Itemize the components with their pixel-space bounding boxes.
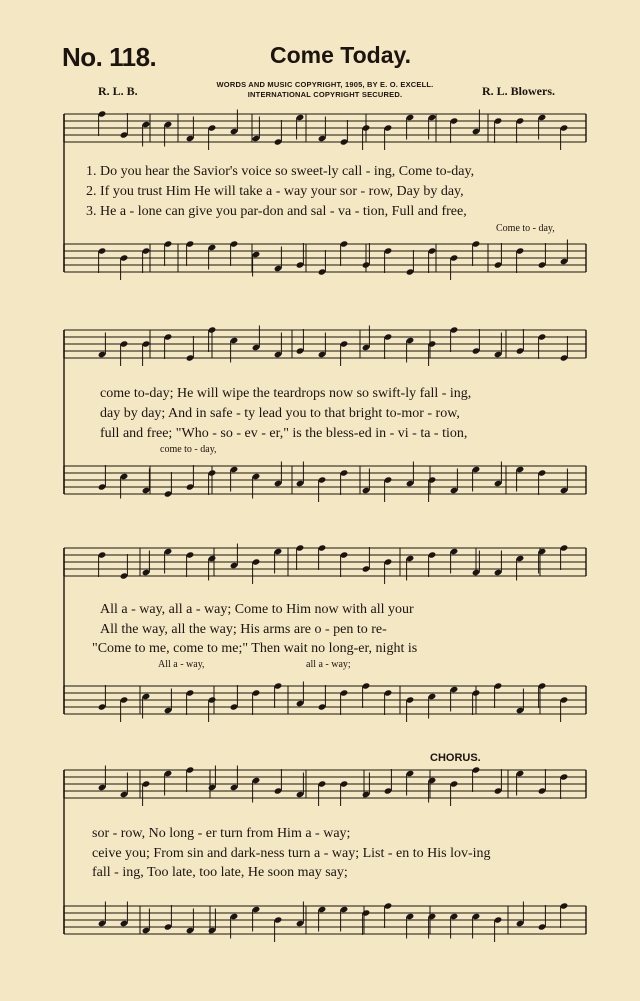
composer-credit: R. L. Blowers.	[482, 84, 555, 98]
echo-text: all a - way;	[306, 659, 351, 670]
echo-text: Come to - day,	[496, 223, 555, 234]
copyright-line: INTERNATIONAL COPYRIGHT SECURED.	[247, 90, 403, 99]
copyright-line: WORDS AND MUSIC COPYRIGHT, 1905, BY E. O. EXCELL.	[216, 80, 434, 89]
note-heads	[98, 110, 569, 943]
hymn-title: Come Today.	[270, 42, 411, 68]
hymn-number: No. 118.	[62, 42, 157, 72]
lyricist-credit: R. L. B.	[98, 84, 138, 98]
echo-text: All a - way,	[158, 659, 205, 670]
lyric-line: 3. He a - lone can give you par-don and sal - va - tion, Full and free,	[86, 204, 467, 219]
echo-text: come to - day,	[160, 444, 217, 455]
lyric-line: full and free; "Who - so - ev - er," is the bless-ed in - vi - ta - tion,	[100, 426, 468, 441]
staff-lines	[64, 114, 586, 934]
lyric-line: fall - ing, Too late, too late, He soon may say;	[92, 865, 348, 880]
lyric-line: sor - row, No long - er turn from Him a - way;	[92, 826, 351, 841]
chorus-label: CHORUS.	[430, 752, 481, 764]
lyric-line: "Come to me, come to me;" Then wait no long-er, night is	[92, 641, 418, 656]
lyric-line: All the way, all the way; His arms are o - pen to re-	[100, 622, 387, 637]
lyric-line: day by day; And in safe - ty lead you to that bright to-mor - row,	[100, 406, 460, 421]
lyric-line: ceive you; From sin and dark-ness turn a - way; List - en to His lov-ing	[92, 846, 491, 861]
lyric-line: 1. Do you hear the Savior's voice so sweet-ly call - ing, Come to-day,	[86, 164, 475, 179]
lyric-line: 2. If you trust Him He will take a - way your sor - row, Day by day,	[86, 184, 464, 199]
lyric-line: come to-day; He will wipe the teardrops now so swift-ly fall - ing,	[100, 386, 472, 401]
lyric-line: All a - way, all a - way; Come to Him now with all your	[100, 602, 414, 617]
